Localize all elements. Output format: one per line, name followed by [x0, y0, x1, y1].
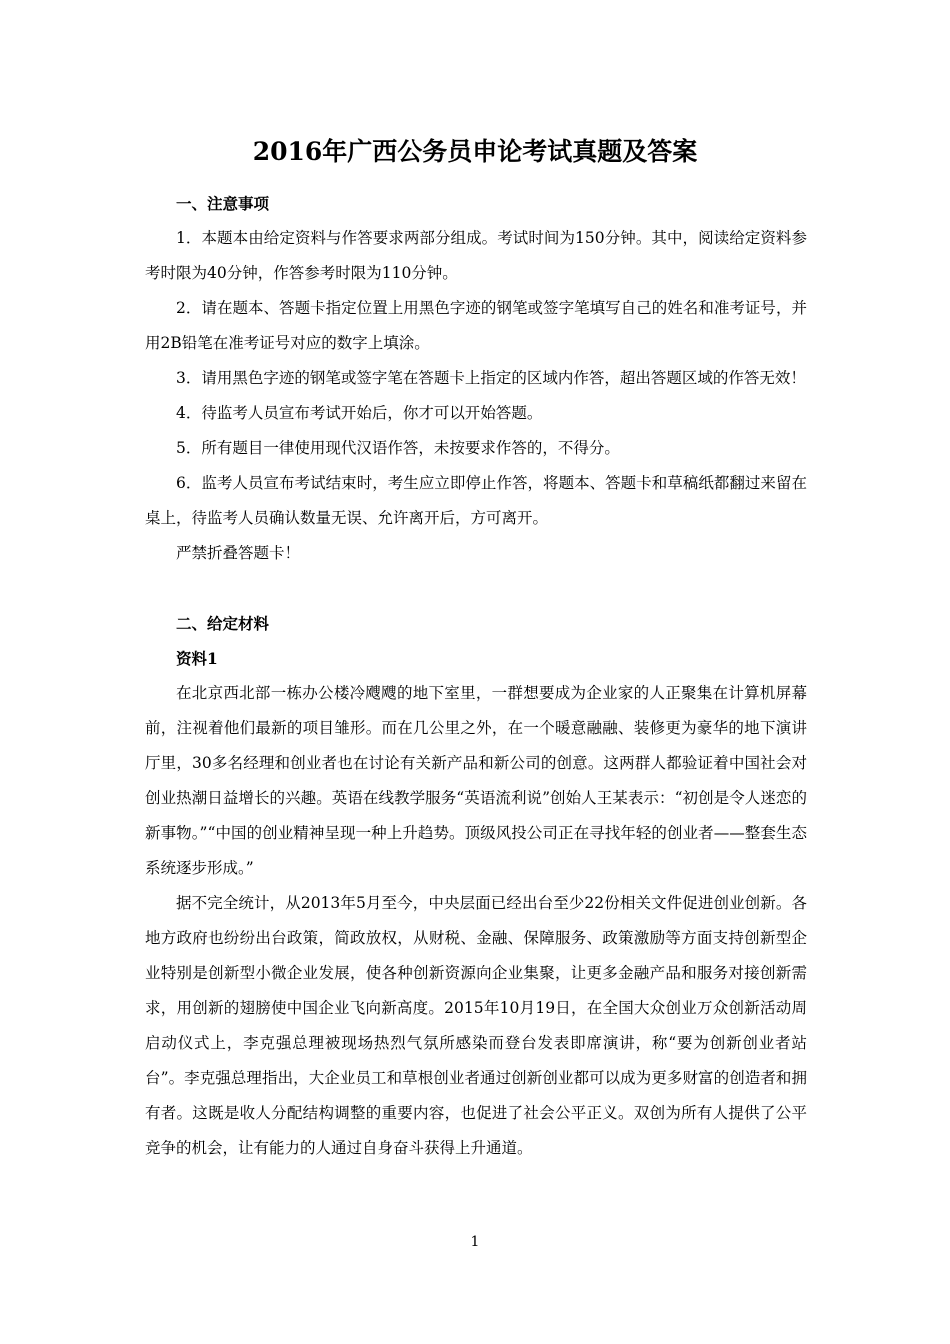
document-title: 2016年广西公务员申论考试真题及答案 [252, 137, 698, 166]
notice-item-2: 2．请在题本、答题卡指定位置上用黑色字迹的钢笔或签字笔填写自己的姓名和准考证号，并用2B铅笔在准考证号对应的数字上填涂。 [145, 299, 807, 352]
material-paragraph-1: 在北京西北部一栋办公楼冷飕飕的地下室里，一群想要成为企业家的人正聚集在计算机屏幕前，注视着他们最新的项目雏形。而在几公里之外，在一个暖意融融、装修更为豪华的地下演讲厅里，30多名经理和创业者也在讨论有关新产品和新公司的创意。这两群人都验证着中国社会对创业热潮日益增长的兴趣。英语在线教学服务“英语流利说”创始人王某表示：“初创是令人迷恋的新事物。”“中国的创业精神呈现一种上升趋势。顶级风投公司正在寻找年轻的创业者——整套生态系统逐步形成。” [145, 684, 807, 877]
notice-item-5: 5．所有题目一律使用现代汉语作答，未按要求作答的，不得分。 [176, 439, 620, 457]
document-body [145, 186, 807, 1166]
notice-item-1: 1．本题本由给定资料与作答要求两部分组成。考试时间为150分钟。其中，阅读给定资料参考时限为40分钟，作答参考时限为110分钟。 [145, 229, 807, 282]
notice-warning: 严禁折叠答题卡！ [176, 544, 301, 562]
page-number: 1 [470, 1234, 480, 1250]
section-heading-notes: 一、注意事项 [176, 194, 270, 213]
section-heading-materials: 二、给定材料 [176, 614, 270, 633]
material-paragraph-2: 据不完全统计，从2013年5月至今，中央层面已经出台至少22份相关文件促进创业创新。各地方政府也纷纷出台政策，简政放权，从财税、金融、保障服务、政策激励等方面支持创新型企业特别是创新型小微企业发展，使各种创新资源向企业集聚，让更多金融产品和服务对接创新需求，用创新的翅膀使中国企业飞向新高度。2015年10月19日，在全国大众创业万众创新活动周启动仪式上，李克强总理被现场热烈气氛所感染而登台发表即席演讲，称“要为创新创业者站台”。李克强总理指出，大企业员工和草根创业者通过创新创业都可以成为更多财富的创造者和拥有者。这既是收人分配结构调整的重要内容，也促进了社会公平正义。双创为所有人提供了公平竞争的机会，让有能力的人通过自身奋斗获得上升通道。 [145, 894, 807, 1157]
section-spacer [145, 571, 807, 606]
notice-item-3: 3．请用黑色字迹的钢笔或签字笔在答题卡上指定的区域内作答，超出答题区域的作答无效！ [176, 369, 806, 387]
material-heading-1: 资料1 [176, 649, 218, 668]
notice-item-4: 4．待监考人员宣布考试开始后，你才可以开始答题。 [176, 404, 543, 422]
notice-item-6: 6．监考人员宣布考试结束时，考生应立即停止作答，将题本、答题卡和草稿纸都翻过来留在桌上，待监考人员确认数量无误、允许离开后，方可离开。 [145, 474, 807, 527]
